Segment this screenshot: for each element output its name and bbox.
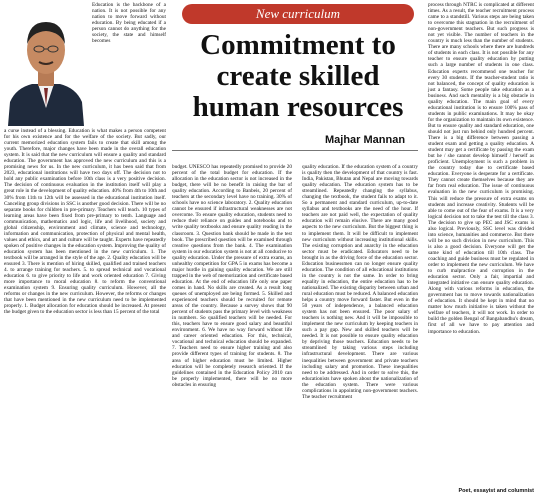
article-column-1-intro: [92, 2, 166, 44]
article-text: process through NTRC is complicated at different times. As a result, the teacher recruitment process came to a standstill. Various steps are being taken to overcome this stagnation in the recruitment of non-government teachers. But such progress is not yet visible. The number of teachers in the country is much less than the number of students. There are many schools where there are hundreds of students in each class. It is not possible for any teacher to ensure quality education by putting such a large number of students in one class. Education experts recommend one teacher for every 30 students. If the teacher-student ratio is not balanced, the concept of quality education is just a fantasy. Some people take education as a business. And such mentality is a big obstacle in quality education. The main goal of every educational institution is to ensure 100% pass of students in public examinations. It may be okay for the organization to maintain its own existence. But to ensure quality and standard education, one should not just run behind only hundred percent. There is a big difference between passing a student exam and getting a quality education. A student may get a certificate by passing the exam but he / she cannot develop himself / herself as proficient. Unemployment is such a problem in the country today due to certificate based education. Everyone is desperate for a certificate. They cannot create themselves because they are far from real education. The issue of continuous evaluation in the new curriculum is promising. This will reduce the pressure of extra exams on students and increase creativity. Students will be able to come out of the fear of exams. It is a very logical decision not to take the test till the class 3. The decision to give up PEC and JSC exams is also logical. Previously, SSC level was divided into science, humanities and commerce. But there will be no such division in new curriculum. This is also a good decision. Everyone will get the same kind of education till 10th class. The coaching and guide business must be regulated in order to implement the new curriculum. We have to curb malpractice and corruption in the education sector. Only a fair, impartial and integrated initiative can ensure quality education. Along with various reforms in education, the government has to move towards nationalization of education. It should be kept in mind that no matter how much initiative is taken without the welfare of teachers, it will not work. In order to build the golden Bengal of Bangabandhu's dream, first of all we have to pay attention and importance to education.: [428, 2, 534, 335]
article-column-1: [4, 128, 166, 315]
article-column-3: [302, 164, 418, 400]
byline-divider: [172, 150, 418, 151]
section-label: New curriculum: [255, 6, 341, 21]
author-photo: [4, 2, 88, 126]
article-text: Education is the backbone of a nation. It is not possible for any nation to move forward without education. By being educated if a person cannot do anything for the society, the state and himself becomes: [92, 2, 166, 45]
article-column-4: [428, 2, 534, 335]
article-column-2: [172, 164, 292, 388]
article-text: budget. UNESCO has repeatedly promised to provide 20 percent of the total budget for education. If the allocation in the education sector is not increased in the budget, there will be no benefit in raising the bar of quality education. According to Banbeis, 20 percent of teachers at the secondary level have no training. 30% of schools have no science laboratory. 2. Quality education cannot be ensured if infrastructural weaknesses are not overcome. To ensure quality education, students need to reduce their reliance on guides and notebooks and to write quality textbooks and ensure quality reading in the classroom. 3. Question bank should be made in the test book. The prescribed question will be examined through creative questions from the bank. 4. The examination system in our education system is not at all conducive to quality education. Under the pressure of extra exams, an unhealthy competition for GPA 5 in exams has become a major hurdle in gaining quality education. We are still trapped in the web of memorization and certificate based education. At the end of education life only one paper comes in hand. No skills are created. As a result long queues of unemployed are being formed. 5. Skilled and experienced teachers should be recruited for remote areas of the country. Because a survey shows that 90 percent of students pass the primary level with weakness in numbers. So qualified teachers will be needed. For this, teachers have to ensure good salary and beautiful environment. 6. We have no way forward without life and career oriented education. For this, technical, vocational and technical education should be expanded. 7. Teachers need to ensure higher training and also provide different types of training for students. 8. The area of higher education must be limited. Higher education will be completely research oriented. If the guidelines contained in the Education Policy 2010 can be properly implemented, there will be no more obstacles in ensuring: [172, 164, 292, 388]
author-portrait-image: [4, 2, 88, 126]
author-byline: Majhar Mannan: [325, 134, 406, 146]
article-text: a curse instead of a blessing. Education is what makes a person competent for his own existence and for the welfare of the society. But sadly, our current memorized education system fails to create that skill among the youth. Therefore, major changes have been made in the overall education system. It is said that the new curriculum will ensure a quality and standard education. The government has approved the new curriculum and this is a promising news for us. In the new curriculum, it has been said that from 2023, educational institutions will have two days off. The decision not to hold any public examination before 10th class is a very positive decision. The decision of continuous evaluation in the institution itself will play a great role in the development of quality education. 40% from 4th to 10th and 30% from 11th to 12th will be assessed in the educational institution itself. Canceling group divisions in SSC is another good decision. There will be no separate books for children in pre-primary. Teachers will teach. 10 types of learning areas have been fixed from pre-primary to tenth. Language and communication, mathematics and logic, life and livelihood, society and global citizenship, environment and climate, science and technology, information and communication, protection of physical and mental health, values and ethics, and art and culture will be taught. Experts have repeatedly spoken of positive changes in the education system. Improving the quality of education system has been mentioned in the new curriculum. 1. The textbook will be arranged in the style of the age. 2. Quality education will be ensured 3. There is mention of hiring skilled, qualified and trained teachers 4. to arrange training for teachers. 5. to spread technical and vocational education 6. to give priority to life and work oriented education 7. Giving more importance to moral education 8. to reform the conventional examination system 9. Ensuring quality curriculum. However, all the reforms or changes in the new curriculum. However, the reforms or changes that have been mentioned in the new curriculum need to be implemented properly. 1. Budget allocation for education should be increased. At present the budget given to the education sector is less than 15 percent of the total: [4, 128, 166, 316]
author-credit: Poet, essayist and columnist: [458, 488, 534, 494]
article-text: quality education. If the education system of a country is quality then the development of that country is fast. India, Pakistan, Bhutan and Nepal are moving towards quality education. The education system has to be streamlined. Repeatedly changing the syllabus, changing the textbook, the student fails to adapt to it. So a permanent and standard curriculum, up-to-date syllabus and textbooks are the need of the hour. If teachers are not paid well, the expectation of quality education will remain elusive. There are many good aspects to the new curriculum. But the biggest thing is to implement them. It will be difficult to implement new curriculum without increasing institutional skills. The existing corruption and anarchy in the education sector must be eradicated. Educators need to be brought in as the driving force of the education sector. Education businessmen can no longer ensure quality education. The condition of all educational institutions in the country is not the same. In order to bring equality in education, the entire education has to be nationalized. The existing disparity between urban and rural education must be reduced. A balanced education helps a country move forward faster. But even in the 50 years of independence, a balanced education system has not been ensured. The poor salary of teachers is nothing new. And it will be impossible to implement the new curriculum by keeping teachers in such a pay gap. New and skilled teachers will be needed. It is not possible to ensure quality education by depriving those teachers. Education needs to be streamlined by taking various steps including infrastructural development. There are various inequalities between government and private teachers including salary and promotion. These inequalities need to be addressed. And in order to solve this, the educationists have spoken about the nationalization of the education system. There were various complications in appointing non-government teachers. The teacher recruitment: [302, 164, 418, 400]
section-banner: [182, 4, 414, 24]
article-headline: Commitment to create skilled human resources: [192, 29, 404, 123]
